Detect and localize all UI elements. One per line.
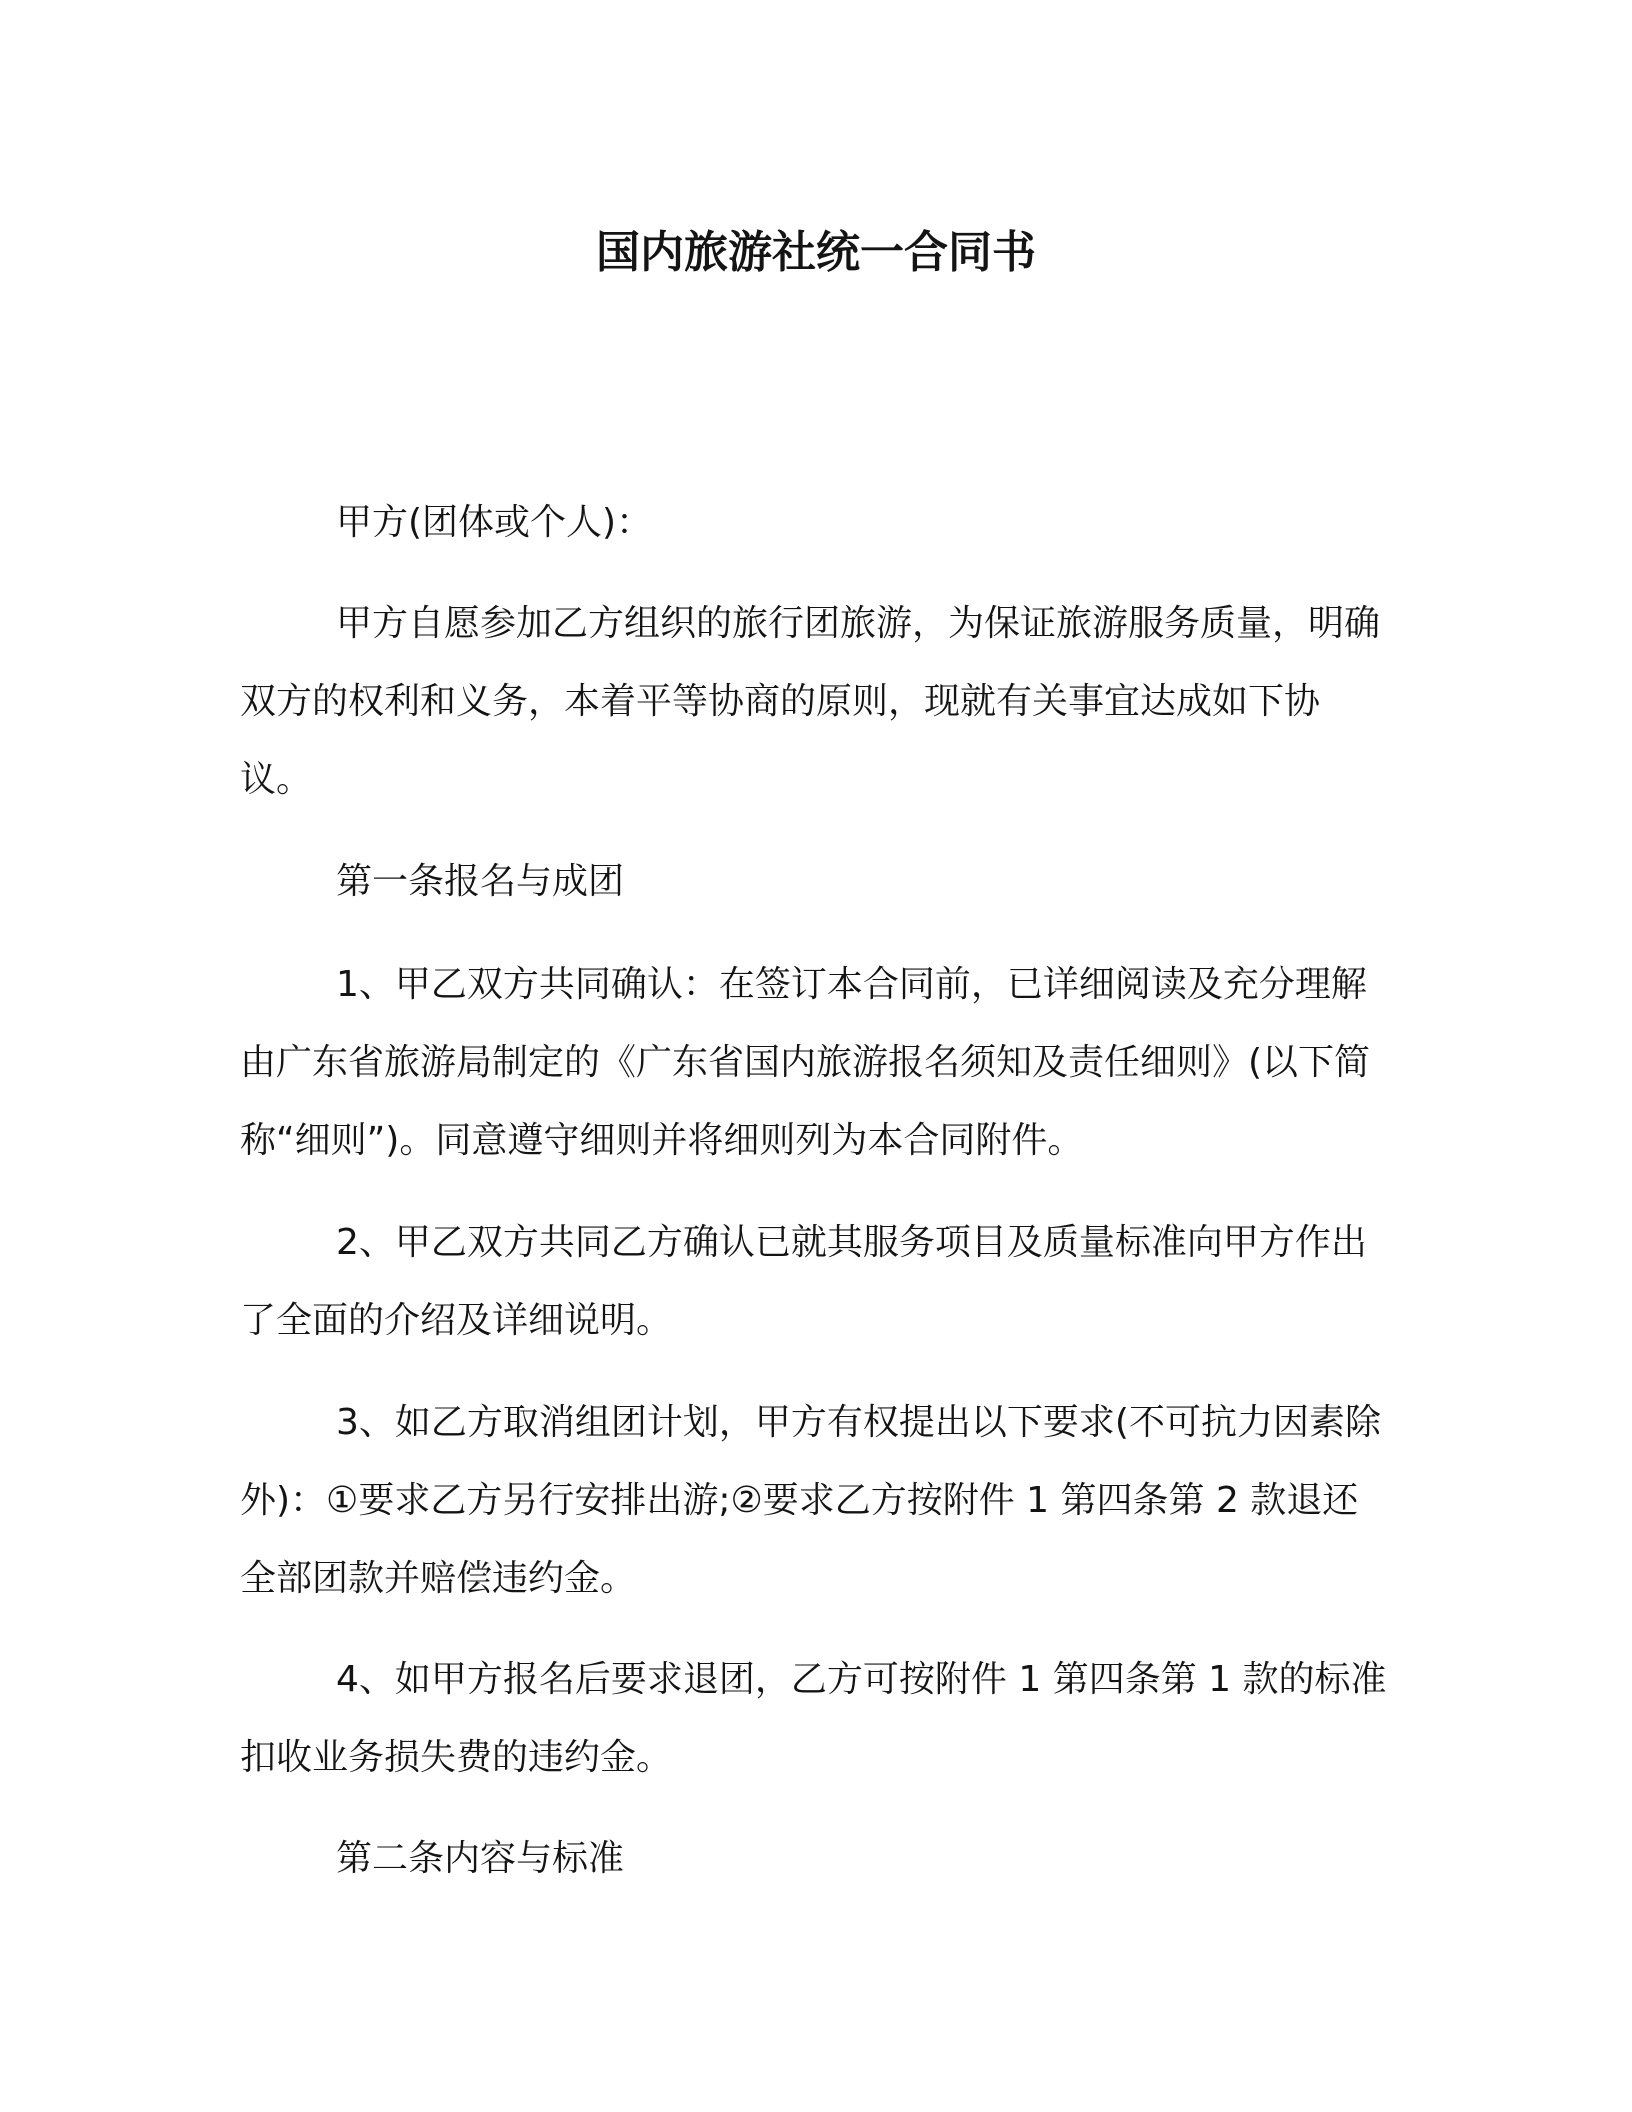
party-a-line: 甲方(团体或个人)： [336,502,653,543]
article-1-item-4: 4、如甲方报名后要求退团，乙方可按附件 1 第四条第 1 款的标准扣收业务损失费的违约金。 [240,1659,1387,1778]
article-1-item-1: 1、甲乙双方共同确认：在签订本合同前，已详细阅读及充分理解由广东省旅游局制定的《广东省国内旅游报名须知及责任细则》(以下简称“细则”)。同意遵守细则并将细则列为本合同附件。 [240,964,1371,1161]
article-1-item-2: 2、甲乙双方共同乙方确认已就其服务项目及质量标准向甲方作出了全面的介绍及详细说明。 [240,1222,1367,1341]
article-2-heading: 第二条内容与标准 [336,1838,625,1879]
document-title: 国内旅游社统一合同书 [596,227,1036,278]
intro-paragraph: 甲方自愿参加乙方组织的旅行团旅游，为保证旅游服务质量，明确双方的权利和义务，本着平等协商的原则，现就有关事宜达成如下协议。 [240,603,1381,800]
article-1-item-3: 3、如乙方取消组团计划，甲方有权提出以下要求(不可抗力因素除外)：①要求乙方另行安排出游;②要求乙方按附件 1 第四条第 2 款退还全部团款并赔偿违约金。 [240,1402,1381,1599]
article-1-heading: 第一条报名与成团 [336,861,625,902]
